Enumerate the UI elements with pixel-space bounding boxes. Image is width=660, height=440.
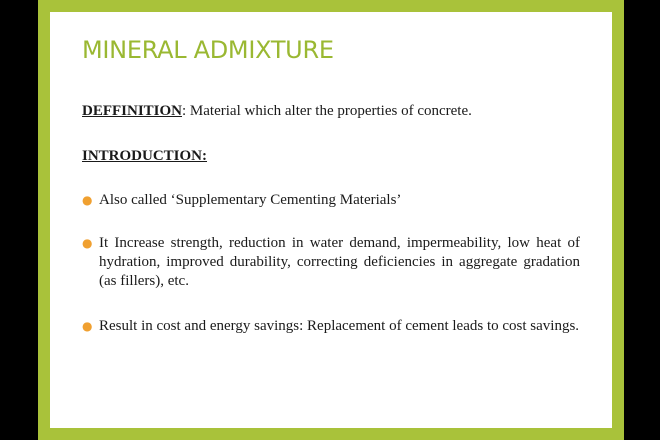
bullet-text: Result in cost and energy savings: Replacement of cement leads to cost savings.	[99, 318, 580, 334]
definition-text: : Material which alter the properties of concrete.	[182, 103, 472, 119]
introduction-heading	[82, 148, 207, 165]
slide-title: MINERAL ADMIXTURE	[82, 36, 334, 64]
bullet-item	[82, 317, 580, 336]
bullet-item	[82, 191, 580, 210]
bullet-item	[82, 234, 580, 291]
bullet-icon: ●	[82, 236, 93, 250]
slide-content	[50, 12, 612, 428]
bullet-text: It Increase strength, reduction in water demand, impermeability, low heat of hydration, improved durability, correcting deficiencies in aggregate gradation (as fillers), etc.	[99, 235, 580, 289]
bullet-icon: ●	[82, 193, 93, 207]
bullet-icon: ●	[82, 319, 93, 333]
definition-line	[82, 103, 472, 120]
slide-frame	[38, 0, 624, 440]
definition-heading: DEFFINITION	[82, 103, 183, 119]
introduction-heading-text: INTRODUCTION:	[82, 148, 208, 164]
bullet-text: Also called ‘Supplementary Cementing Materials’	[99, 192, 402, 208]
